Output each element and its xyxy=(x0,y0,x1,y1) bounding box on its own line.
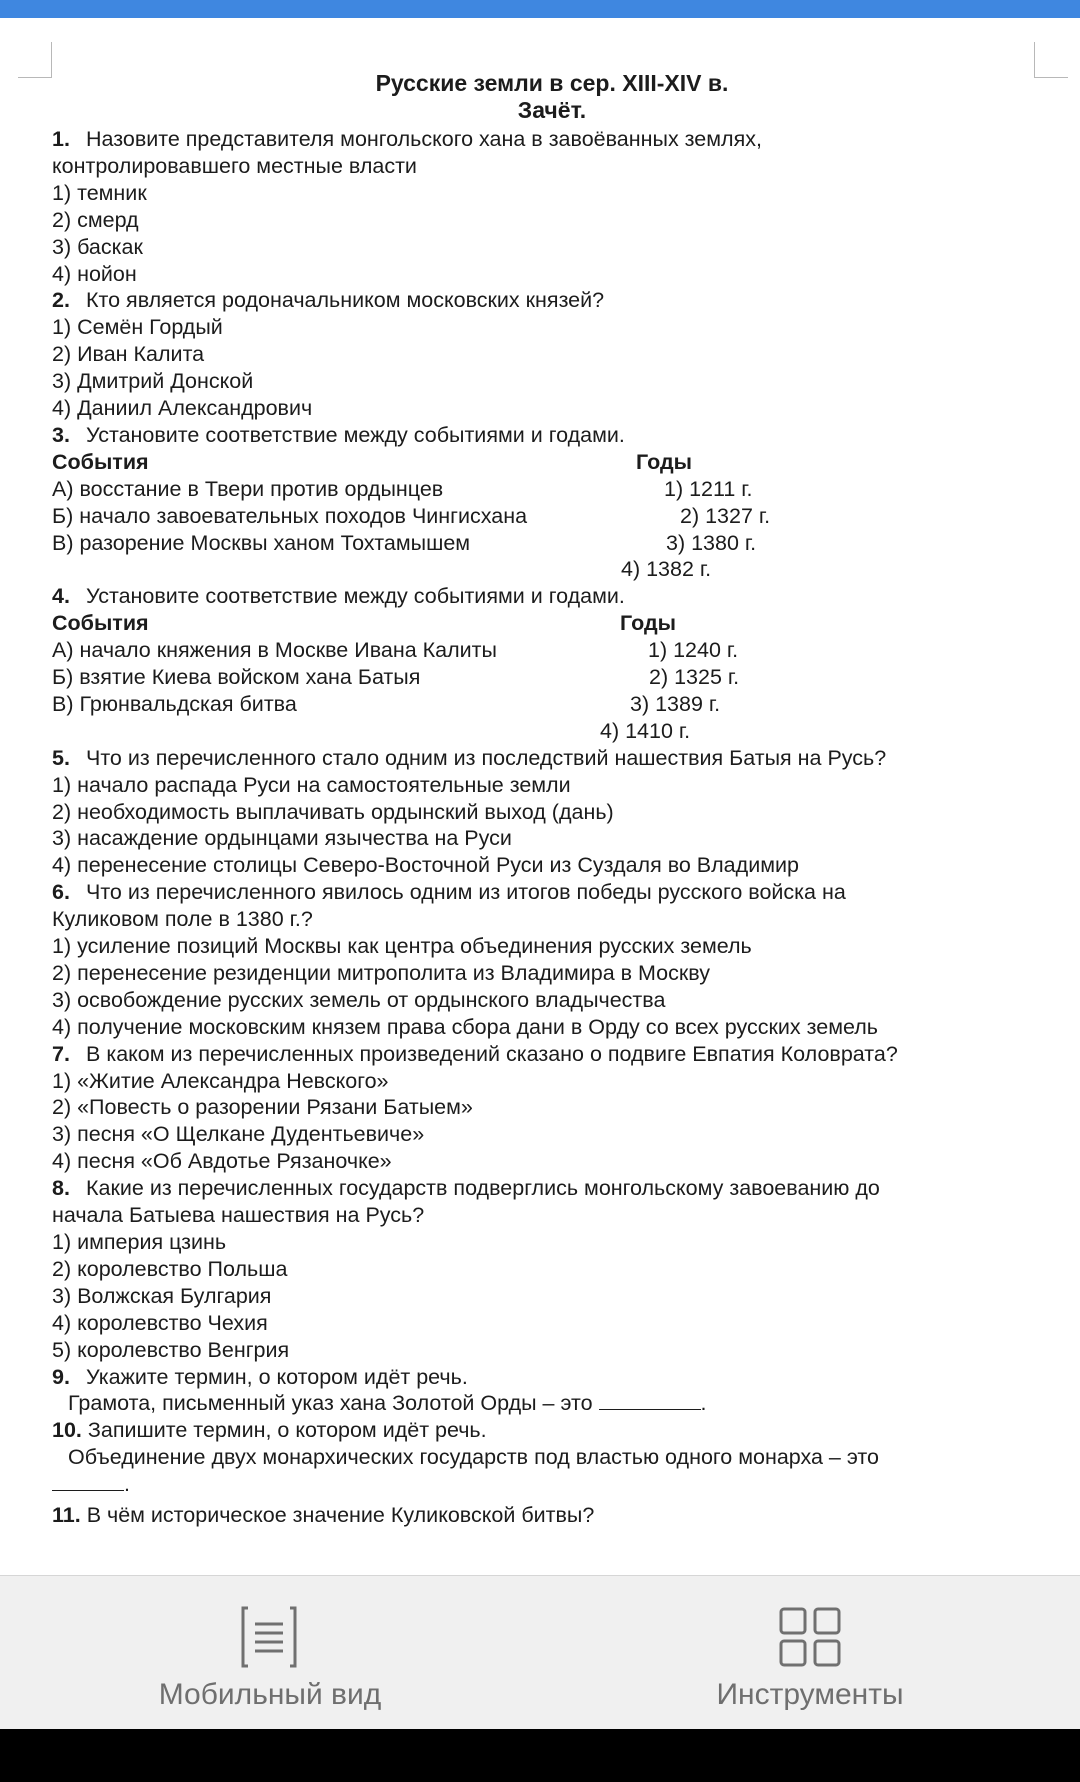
event-item: Б) начало завоевательных походов Чингисхана xyxy=(52,503,528,528)
question-number: 7. xyxy=(52,1041,70,1066)
answer-option: 3) освобождение русских земель от ордынского владычества xyxy=(52,987,666,1012)
answer-option: 4) получение московским князем права сбора дани в Орду со всех русских земель xyxy=(52,1014,878,1039)
event-item: А) начало княжения в Москве Ивана Калиты xyxy=(52,638,497,663)
document-lines-icon xyxy=(240,1606,298,1668)
match-row xyxy=(52,556,1052,583)
question-text-cont: Куликовом поле в 1380 г.? xyxy=(52,907,313,932)
line-end: . xyxy=(124,1472,130,1497)
year-item: 4) 1410 г. xyxy=(600,718,691,743)
answer-blank[interactable] xyxy=(52,1473,124,1491)
question-text: Установите соответствие между событиями и годами. xyxy=(86,422,625,447)
events-column-header: События xyxy=(52,449,149,474)
answer-option: 1) усиление позиций Москвы как центра объединения русских земель xyxy=(52,934,752,959)
question-text-cont: контролировавшего местные власти xyxy=(52,153,417,178)
event-item: В) Грюнвальдская битва xyxy=(52,691,297,716)
year-item: 1) 1240 г. xyxy=(648,638,739,663)
match-header-row xyxy=(52,449,1052,476)
question-text: Запишите термин, о котором идёт речь. xyxy=(87,1418,487,1443)
doc-subtitle: Зачёт. xyxy=(517,97,587,123)
answer-option: 4) нойон xyxy=(52,261,137,286)
question-text-cont: начала Батыева нашествия на Русь? xyxy=(52,1203,425,1228)
question-2 xyxy=(52,287,1052,314)
question-number: 2. xyxy=(52,288,70,313)
answer-option: 2) необходимость выплачивать ордынский выход (дань) xyxy=(52,799,614,824)
document-page xyxy=(52,70,1052,1529)
answer-option: 4) перенесение столицы Северо-Восточной Руси из Суздаля во Владимир xyxy=(52,853,799,878)
mobile-view-label: Мобильный вид xyxy=(158,1678,382,1711)
question-number: 9. xyxy=(52,1364,70,1389)
tools-button[interactable] xyxy=(540,1576,1080,1730)
question-text: В чём историческое значение Куликовской битвы? xyxy=(86,1503,595,1528)
fill-in-line-cont xyxy=(52,1471,1052,1498)
question-1 xyxy=(52,126,1052,153)
answer-option: 3) насаждение ордынцами язычества на Руси xyxy=(52,826,512,851)
question-number: 5. xyxy=(52,745,70,770)
answer-option: 4) королевство Чехия xyxy=(52,1310,268,1335)
doc-title: Русские земли в сер. XIII-XIV в. xyxy=(375,70,729,96)
answer-option: 1) «Житие Александра Невского» xyxy=(52,1068,389,1093)
question-6 xyxy=(52,879,1052,906)
event-item: А) восстание в Твери против ордынцев xyxy=(52,476,444,501)
question-number: 1. xyxy=(52,127,70,151)
question-11 xyxy=(52,1502,1052,1529)
match-row xyxy=(52,530,1052,557)
match-row xyxy=(52,718,1052,745)
answer-option: 3) баскак xyxy=(52,234,143,259)
question-number: 10. xyxy=(52,1418,82,1443)
year-item: 4) 1382 г. xyxy=(621,557,712,582)
question-10 xyxy=(52,1417,1052,1444)
question-text: Какие из перечисленных государств подверглись монгольскому завоеванию до xyxy=(86,1176,880,1201)
line-end: . xyxy=(700,1391,707,1416)
match-header-row xyxy=(52,610,1052,637)
answer-option: 1) начало распада Руси на самостоятельные земли xyxy=(52,772,571,797)
question-number: 3. xyxy=(52,422,70,447)
answer-option: 3) Дмитрий Донской xyxy=(52,369,254,394)
question-text: Что из перечисленного стало одним из последствий нашествия Батыя на Русь? xyxy=(86,745,887,770)
event-item: Б) взятие Киева войском хана Батыя xyxy=(52,665,421,690)
mobile-view-button[interactable] xyxy=(0,1576,540,1730)
question-4 xyxy=(52,583,1052,610)
match-row xyxy=(52,503,1052,530)
answer-option: 2) Иван Калита xyxy=(52,342,205,367)
question-number: 11. xyxy=(52,1503,81,1528)
answer-option: 2) смерд xyxy=(52,207,139,232)
match-row xyxy=(52,476,1052,503)
question-8 xyxy=(52,1175,1052,1202)
years-column-header: Годы xyxy=(620,611,676,636)
year-item: 3) 1389 г. xyxy=(630,691,721,716)
answer-blank[interactable] xyxy=(599,1392,701,1410)
question-text: Что из перечисленного явилось одним из итогов победы русского войска на xyxy=(86,880,846,905)
answer-option: 1) Семён Гордый xyxy=(52,315,223,340)
answer-option: 4) песня «Об Авдотье Рязаночке» xyxy=(52,1149,392,1174)
question-text: Установите соответствие между событиями и годами. xyxy=(86,584,625,609)
answer-option: 5) королевство Венгрия xyxy=(52,1337,290,1362)
match-row xyxy=(52,664,1052,691)
answer-option: 2) «Повесть о разорении Рязани Батыем» xyxy=(52,1095,473,1120)
question-number: 4. xyxy=(52,584,70,609)
answer-option: 1) темник xyxy=(52,180,147,205)
year-item: 2) 1327 г. xyxy=(680,503,771,528)
bottom-toolbar xyxy=(0,1575,1080,1729)
system-navigation-bar xyxy=(0,1729,1080,1782)
fill-in-line xyxy=(52,1390,1052,1417)
question-5 xyxy=(52,745,1052,772)
match-row xyxy=(52,691,1052,718)
answer-option: 4) Даниил Александрович xyxy=(52,396,313,421)
events-column-header: События xyxy=(52,611,149,636)
question-number: 6. xyxy=(52,880,70,905)
question-text: Назовите представителя монгольского хана в завоёванных землях, xyxy=(86,127,762,151)
answer-option: 2) перенесение резиденции митрополита из Владимира в Москву xyxy=(52,960,710,985)
event-item: В) разорение Москвы ханом Тохтамышем xyxy=(52,530,471,555)
year-item: 3) 1380 г. xyxy=(666,530,757,555)
answer-option: 3) песня «О Щелкане Дудентьевиче» xyxy=(52,1122,425,1147)
grid-icon xyxy=(778,1606,842,1668)
answer-option: 1) империя цзинь xyxy=(52,1230,227,1254)
years-column-header: Годы xyxy=(636,449,692,474)
question-3 xyxy=(52,422,1052,449)
question-text: Укажите термин, о котором идёт речь. xyxy=(86,1364,468,1389)
answer-option: 2) королевство Польша xyxy=(52,1256,288,1281)
question-7 xyxy=(52,1041,1052,1068)
year-item: 1) 1211 г. xyxy=(664,476,753,501)
match-row xyxy=(52,637,1052,664)
tools-label: Инструменты xyxy=(716,1678,904,1711)
question-9 xyxy=(52,1364,1052,1391)
question-number: 8. xyxy=(52,1176,70,1201)
question-text: Кто является родоначальником московских князей? xyxy=(86,288,605,313)
top-status-strip xyxy=(0,0,1080,18)
question-text: В каком из перечисленных произведений сказано о подвиге Евпатия Коловрата? xyxy=(86,1041,898,1066)
fill-in-text: Грамота, письменный указ хана Золотой Орды – это xyxy=(68,1391,593,1416)
year-item: 2) 1325 г. xyxy=(649,665,740,690)
answer-option: 3) Волжская Булгария xyxy=(52,1283,272,1308)
page-corner-mark-left xyxy=(18,42,52,78)
fill-in-line: Объединение двух монархических государств под властью одного монарха – это xyxy=(68,1445,879,1470)
